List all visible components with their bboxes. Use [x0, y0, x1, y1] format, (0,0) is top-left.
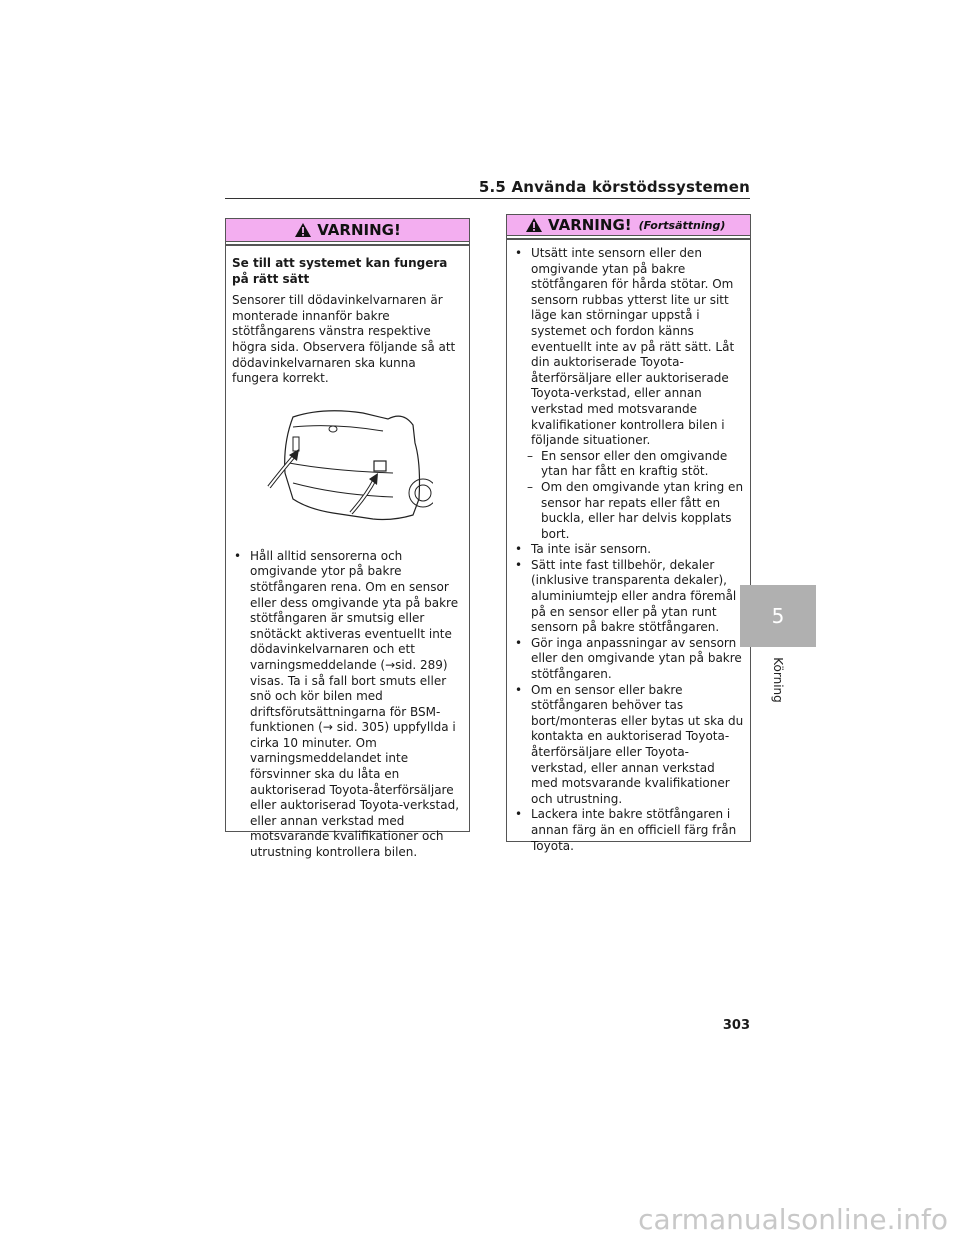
section-title: 5.5 Använda körstödssystemen [478, 178, 750, 196]
list-item: • Gör inga anpassningar av sensorn eller den omgivande ytan på bakre stötfångaren. [513, 636, 744, 683]
warning-triangle-icon [294, 222, 312, 238]
warning-bullet-list [232, 549, 463, 861]
warning-header-continued [507, 215, 750, 236]
list-item: • Håll alltid sensorerna och omgivande ytor på bakre stötfångaren rena. Om en sensor eller dess omgivande yta på bakre stötfångaren är smutsig eller snötäckt aktiveras eventuellt inte dödavinkelvarnaren och ett varningsmeddelande (→sid. 289) visas. Ta i så fall bort smuts eller snö och kör bilen med driftsförutsättningarna för BSM-funktionen (→ sid. 305) uppfyllda i cirka 10 minuter. Om varningsmeddelandet inte försvinner ska du låta en auktoriserad Toyota-återförsäljare eller auktoriserad Toyota-verkstad, eller annan verkstad med motsvarande kvalifikationer och utrustning kontrollera bilen. [232, 549, 463, 861]
warning-box-right [506, 214, 751, 853]
dash-item: – En sensor eller den omgivande ytan har fått en kraftig stöt. [513, 449, 744, 480]
warning-label: VARNING! [317, 221, 401, 239]
header-rule [225, 198, 750, 199]
warning-label: VARNING! [548, 216, 632, 234]
list-item: • Sätt inte fast tillbehör, dekaler (inklusive transparenta dekaler), aluminiumtejp eller andra föremål på en sensor eller på ytan runt sensorn på bakre stötfångaren. [513, 558, 744, 636]
list-item: • Om en sensor eller bakre stötfångaren behöver tas bort/monteras eller bytas ut ska du kontakta en auktoriserad Toyota-återförsäljare eller Toyota-verkstad, eller annan verkstad med motsvarande kvalifikationer och utrustning. [513, 683, 744, 808]
warning-paragraph: Sensorer till dödavinkelvarnaren är monterade innanför bakre stötfångarens vänstra respektive högra sida. Observera följande så att dödavinkelvarnaren ska kunna fungera korrekt. [232, 293, 456, 386]
warning-header [226, 219, 469, 242]
chapter-label-wrap [768, 650, 788, 710]
list-item: • Ta inte isär sensorn. [513, 542, 744, 558]
rear-bumper-sensor-illustration [263, 403, 433, 531]
chapter-number: 5 [771, 604, 785, 628]
list-item: • Lackera inte bakre stötfångaren i annan färg än en officiell färg från Toyota. [513, 807, 744, 854]
watermark: carmanualsonline.info [638, 1203, 948, 1236]
dash-item: – Om den omgivande ytan kring en sensor har repats eller fått en buckla, eller har delvis kopplats bort. [513, 480, 744, 542]
chapter-tab [740, 585, 816, 647]
list-item: • Utsätt inte sensorn eller den omgivande ytan på bakre stötfångaren för hårda stötar. Om sensorn rubbas ytterst lite ur sitt läge kan störningar uppstå i systemet och fordon känns eventuellt inte av på rätt sätt. Låt din auktoriserade Toyota-återförsäljare eller auktoriserade Toyota-verkstad, eller annan verkstad med motsvarande kvalifikationer kontrollera bilen i följande situationer. [513, 246, 744, 449]
warning-box-left [225, 218, 470, 860]
chapter-label: Körning [771, 657, 785, 703]
warning-bullet-list [513, 246, 744, 854]
warning-subheading: Se till att systemet kan fungera på rätt sätt [232, 256, 448, 286]
page-number: 303 [722, 1018, 750, 1033]
warning-triangle-icon [525, 217, 543, 233]
continued-label: (Fortsättning) [638, 218, 726, 232]
